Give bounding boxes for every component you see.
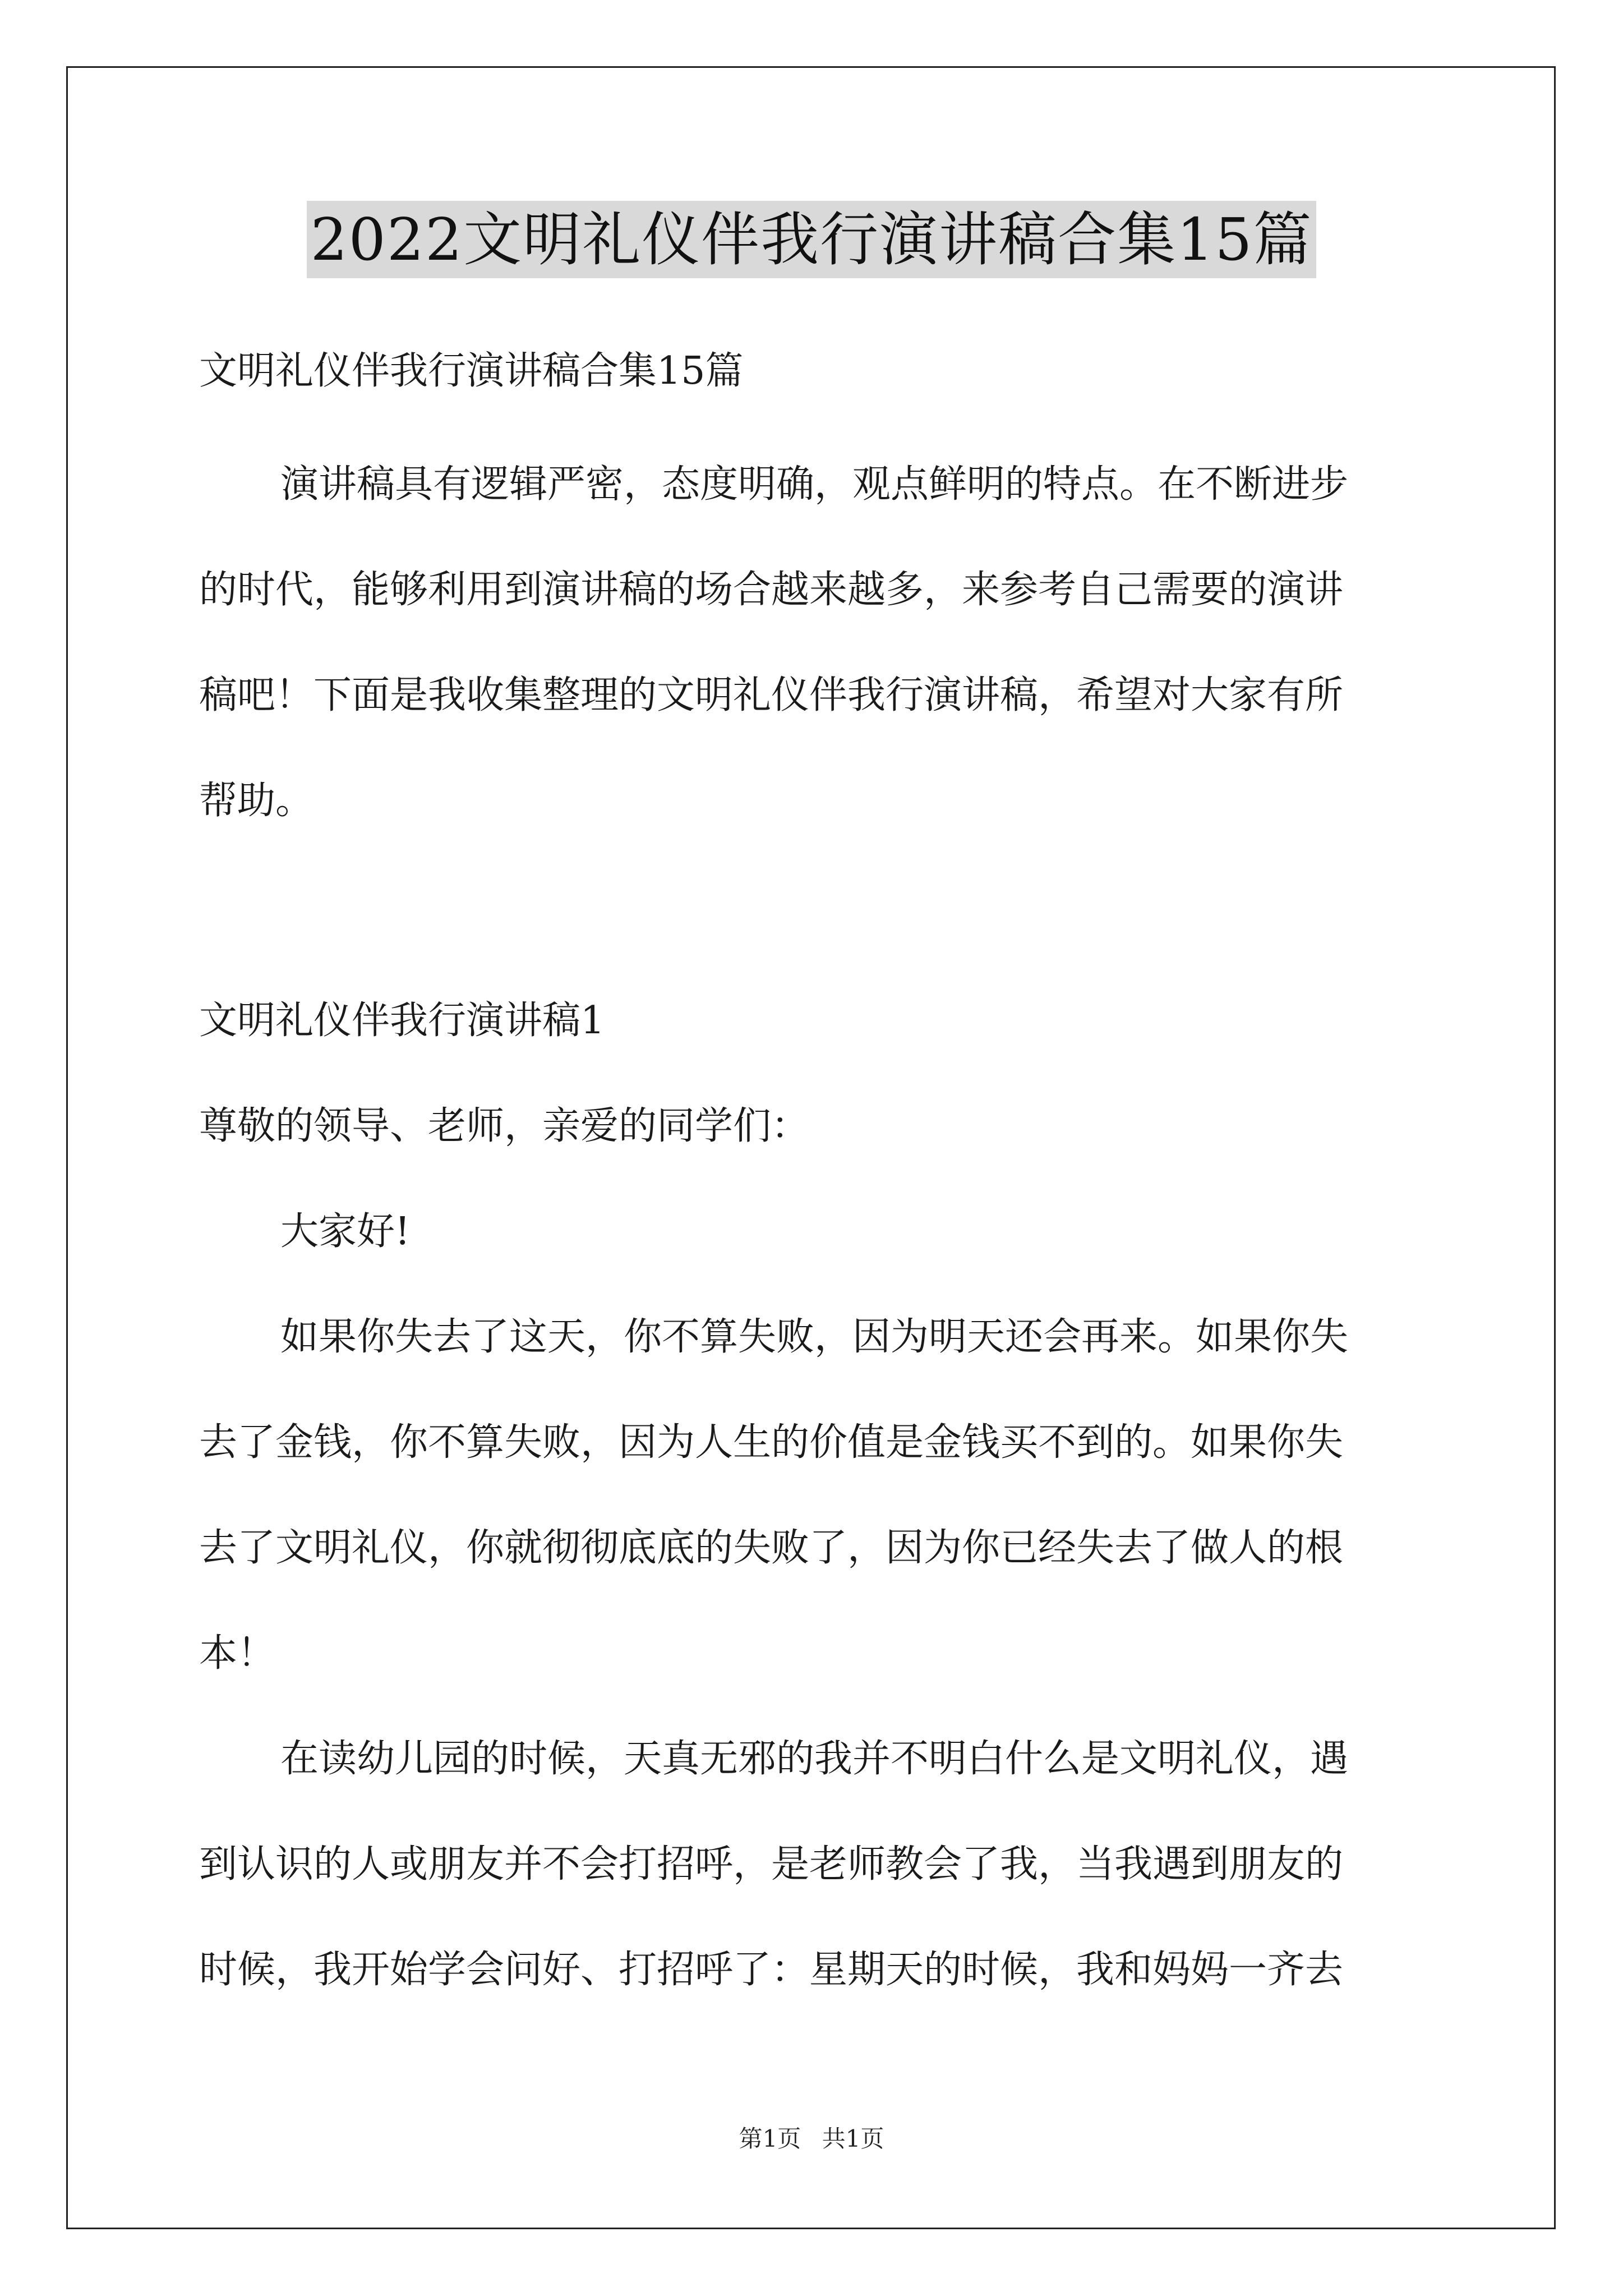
paragraph2-line-2: 到认识的人或朋友并不会打招呼，是老师教会了我，当我遇到朋友的 (199, 1842, 1344, 1887)
intro-line-1: 演讲稿具有逻辑严密，态度明确，观点鲜明的特点。在不断进步 (280, 462, 1349, 507)
page-footer (0, 2120, 1623, 2154)
intro-line-4: 帮助。 (199, 779, 314, 823)
intro-line-3: 稿吧！下面是我收集整理的文明礼仪伴我行演讲稿，希望对大家有所 (199, 673, 1344, 717)
paragraph1-line-2: 去了金钱，你不算失败，因为人生的价值是金钱买不到的。如果你失 (199, 1420, 1344, 1465)
salutation: 尊敬的领导、老师，亲爱的同学们： (199, 1104, 810, 1148)
paragraph2-line-1: 在读幼儿园的时候，天真无邪的我并不明白什么是文明礼仪，遇 (280, 1737, 1349, 1781)
title-container (0, 201, 1623, 278)
page-number-total: 共1页 (822, 2125, 884, 2152)
paragraph2-line-3: 时候，我开始学会问好、打招呼了：星期天的时候，我和妈妈一齐去 (199, 1948, 1344, 1992)
page-number-current: 第1页 (739, 2125, 801, 2152)
document-title: 2022文明礼仪伴我行演讲稿合集15篇 (307, 201, 1316, 278)
greeting: 大家好! (280, 1209, 411, 1254)
paragraph1-line-4: 本！ (199, 1631, 276, 1676)
paragraph1-line-3: 去了文明礼仪，你就彻彻底底的失败了，因为你已经失去了做人的根 (199, 1526, 1344, 1570)
intro-line-2: 的时代，能够利用到演讲稿的场合越来越多，来参考自己需要的演讲 (199, 568, 1344, 612)
section-heading: 文明礼仪伴我行演讲稿1 (199, 999, 605, 1043)
paragraph1-line-1: 如果你失去了这天，你不算失败，因为明天还会再来。如果你失 (280, 1315, 1349, 1359)
document-subtitle: 文明礼仪伴我行演讲稿合集15篇 (199, 349, 744, 393)
